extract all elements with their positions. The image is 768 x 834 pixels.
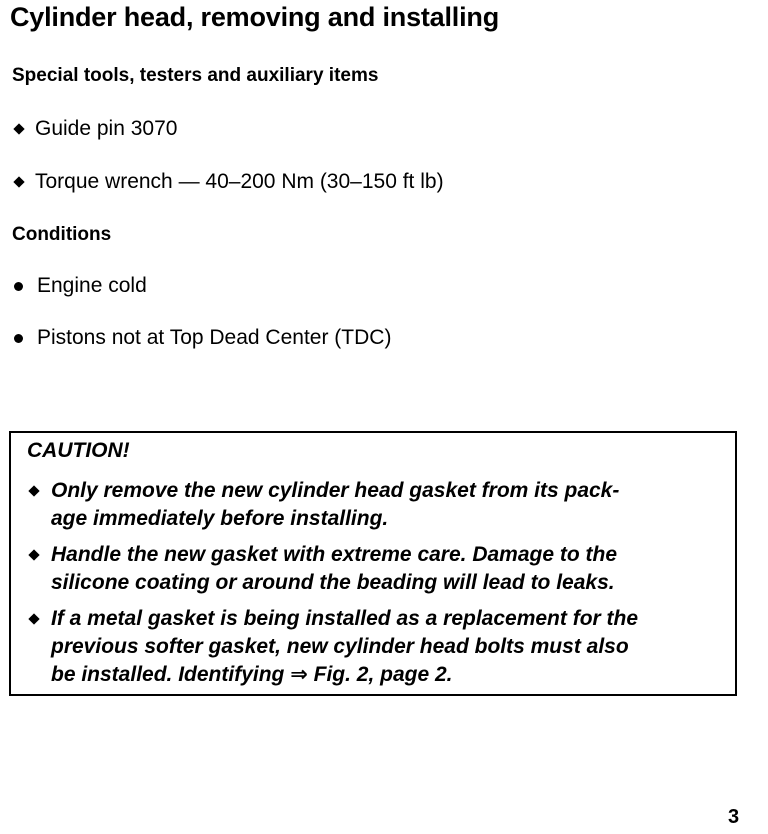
conditions-heading: Conditions: [12, 224, 112, 245]
caution-item: [29, 541, 729, 597]
diamond-bullet-icon: [13, 123, 24, 134]
special-tool-label: Torque wrench — 40–200 Nm (30–150 ft lb): [35, 170, 444, 193]
diamond-bullet-icon: [28, 485, 39, 496]
condition-item: [14, 326, 391, 350]
page-number: 3: [728, 806, 740, 828]
caution-box: [9, 431, 737, 696]
condition-label: Pistons not at Top Dead Center (TDC): [37, 326, 392, 349]
caution-title: CAUTION!: [27, 439, 130, 462]
caution-item-text: Only remove the new cylinder head gasket from its pack- age immediately before installing.: [51, 479, 620, 530]
diamond-bullet-icon: [13, 176, 24, 187]
caution-item: [29, 605, 729, 689]
diamond-bullet-icon: [28, 613, 39, 624]
special-tool-label: Guide pin 3070: [35, 117, 178, 140]
caution-item-text: Handle the new gasket with extreme care. Damage to the silicone coating or around the beading will lead to leaks.: [51, 543, 618, 594]
condition-label: Engine cold: [37, 274, 147, 297]
condition-item: [14, 274, 147, 298]
page-title: Cylinder head, removing and installing: [10, 2, 499, 32]
special-tool-item: [14, 117, 177, 141]
round-bullet-icon: [14, 282, 23, 291]
caution-item-text: If a metal gasket is being installed as a replacement for the previous softer gasket, new cylinder head bolts must also be installed. Identifying ⇒ Fig. 2, page 2.: [51, 607, 639, 686]
special-tools-heading: Special tools, testers and auxiliary items: [12, 65, 379, 86]
round-bullet-icon: [14, 334, 23, 343]
diamond-bullet-icon: [28, 549, 39, 560]
special-tool-item: [14, 170, 444, 194]
caution-item: [29, 477, 729, 533]
